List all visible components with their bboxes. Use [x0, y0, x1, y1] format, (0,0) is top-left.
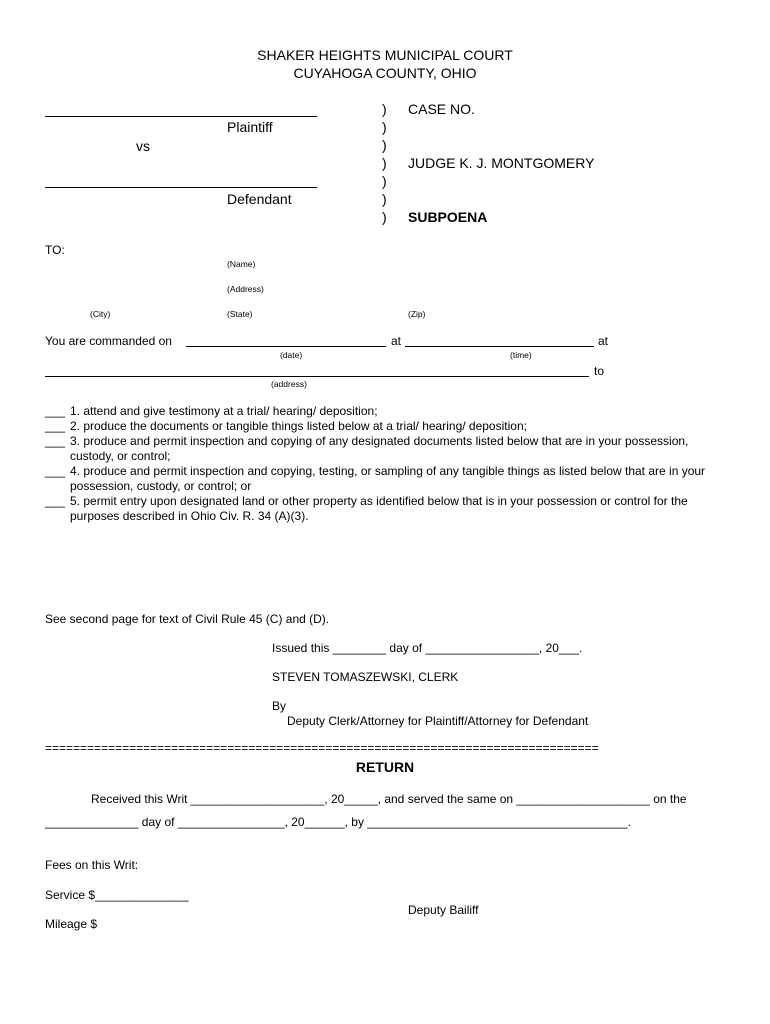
fees-label: Fees on this Writ:	[45, 858, 139, 872]
item-text: 2. produce the documents or tangible things listed below at a trial/ hearing/ deposition;	[70, 419, 527, 433]
court-name: SHAKER HEIGHTS MUNICIPAL COURT	[257, 47, 513, 63]
caption-paren: )	[382, 191, 387, 207]
item-text: 3. produce and permit inspection and copying of any designated documents listed below that are in your possession, custody, or control;	[70, 434, 689, 463]
address-blank[interactable]	[45, 376, 589, 377]
to-label: TO:	[45, 243, 65, 257]
document-title: SUBPOENA	[408, 209, 488, 225]
time-caption: (time)	[510, 350, 532, 360]
caption-paren: )	[382, 101, 387, 117]
item-text: 5. permit entry upon designated land or other property as identified below that is in your possession or control for the purposes described in Ohio Civ. R. 34 (A)(3).	[70, 494, 688, 523]
served-day-line[interactable]: ______________ day of ________________, 20______, by _______________________________________.	[45, 815, 631, 829]
address-caption: (Address)	[227, 284, 264, 294]
clerk-name: STEVEN TOMASZEWSKI, CLERK	[272, 670, 459, 684]
caption-paren: )	[382, 119, 387, 135]
name-caption: (Name)	[227, 259, 256, 269]
time-blank[interactable]	[405, 346, 594, 347]
city-caption: (City)	[90, 309, 111, 319]
item-text: 4. produce and permit inspection and copying, testing, or sampling of any tangible things as listed below that are in your possession, custody, or control; or	[70, 464, 706, 493]
caption-paren: )	[382, 209, 387, 225]
by-label: By	[272, 699, 287, 713]
date-caption: (date)	[280, 350, 303, 360]
section-separator: ===============================================================================	[45, 741, 599, 755]
case-no-label: CASE NO.	[408, 101, 475, 117]
item-checkbox-blank[interactable]: ___	[45, 464, 66, 478]
zip-caption: (Zip)	[408, 309, 426, 319]
plaintiff-label: Plaintiff	[227, 119, 273, 135]
item-checkbox-blank[interactable]: ___	[45, 404, 66, 418]
service-fee-line[interactable]: Service $______________	[45, 888, 189, 902]
vs-label: vs	[136, 138, 150, 154]
mileage-fee-line[interactable]: Mileage $	[45, 917, 98, 931]
address-line-caption: (address)	[271, 379, 307, 389]
plaintiff-name-line[interactable]	[45, 116, 317, 117]
caption-paren: )	[382, 173, 387, 189]
received-line[interactable]: Received this Writ ____________________, 20_____, and served the same on ____________________ on the	[91, 792, 687, 806]
caption-paren: )	[382, 155, 387, 171]
return-title: RETURN	[355, 759, 415, 775]
to-address-label: to	[594, 364, 605, 378]
second-page-note: See second page for text of Civil Rule 45 (C) and (D).	[45, 612, 330, 626]
issued-line[interactable]: Issued this ________ day of _________________, 20___.	[272, 641, 583, 655]
item-text: 1. attend and give testimony at a trial/ hearing/ deposition;	[70, 404, 378, 418]
at-label-2: at	[598, 334, 609, 348]
state-caption: (State)	[227, 309, 253, 319]
defendant-name-line[interactable]	[45, 187, 317, 188]
at-label: at	[391, 334, 402, 348]
deputy-bailiff-label: Deputy Bailiff	[408, 903, 479, 917]
defendant-label: Defendant	[227, 191, 292, 207]
commanded-label: You are commanded on	[45, 334, 172, 348]
deputy-clerk-line: Deputy Clerk/Attorney for Plaintiff/Attorney for Defendant	[287, 714, 589, 728]
caption-paren: )	[382, 137, 387, 153]
date-blank[interactable]	[186, 346, 386, 347]
item-checkbox-blank[interactable]: ___	[45, 494, 66, 508]
item-checkbox-blank[interactable]: ___	[45, 419, 66, 433]
county-name: CUYAHOGA COUNTY, OHIO	[293, 65, 477, 81]
judge-name: JUDGE K. J. MONTGOMERY	[408, 155, 595, 171]
item-checkbox-blank[interactable]: ___	[45, 434, 66, 448]
